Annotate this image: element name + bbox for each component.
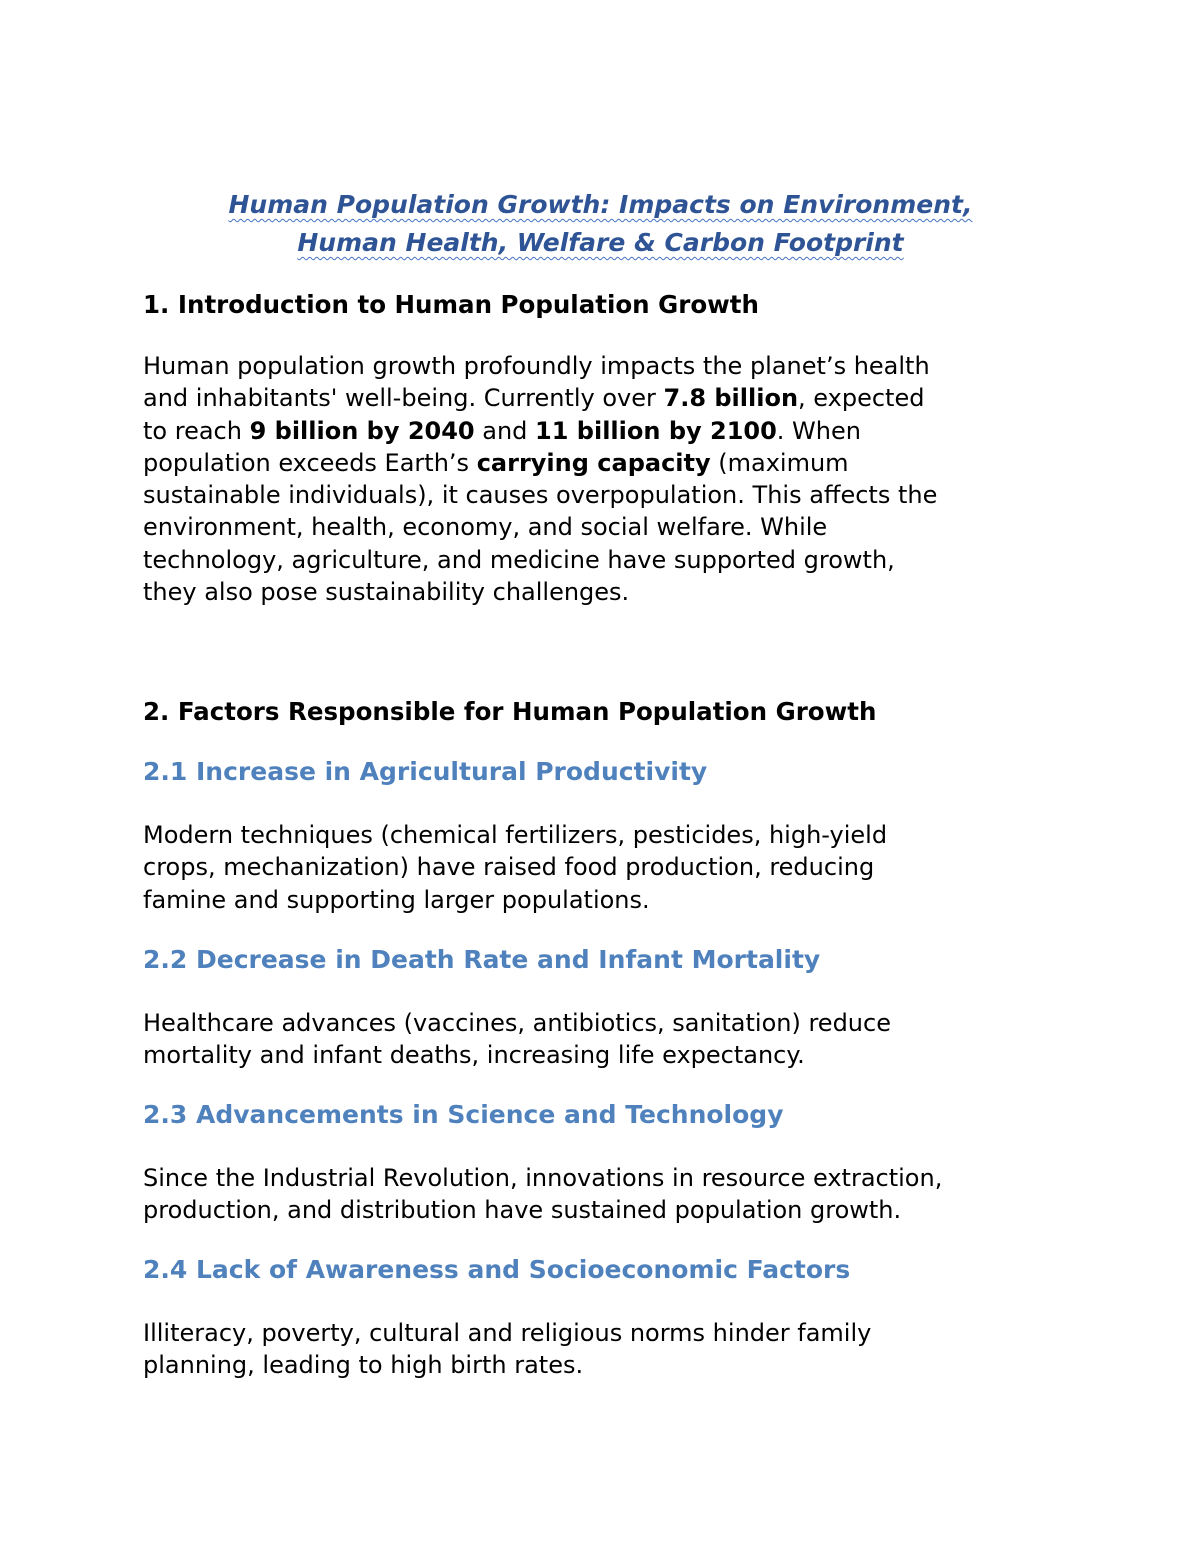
text-run: population exceeds Earth’s: [143, 448, 477, 477]
paragraph-line: Illiteracy, poverty, cultural and religious norms hinder family: [143, 1319, 872, 1347]
bold-run: 9 billion by 2040: [249, 416, 475, 445]
paragraph-line: famine and supporting larger populations.: [143, 885, 650, 914]
text-run: , expected: [798, 384, 925, 413]
text-run: technology, agriculture, and medicine have supported growth,: [143, 545, 895, 574]
text-run: to reach: [143, 416, 250, 445]
document-title-line-1: Human Population Growth: Impacts on Environment,: [228, 190, 973, 219]
subsection-2-2-heading: 2.2 Decrease in Death Rate and Infant Mortality: [143, 945, 821, 974]
text-run: environment, health, economy, and social welfare. While: [143, 513, 828, 542]
paragraph-line: planning, leading to high birth rates.: [143, 1351, 584, 1380]
paragraph-line: Healthcare advances (vaccines, antibiotics, sanitation) reduce: [143, 1009, 891, 1037]
section-1-paragraph: [143, 350, 1083, 608]
text-run: . When: [776, 416, 861, 445]
paragraph-line: [143, 382, 1083, 414]
paragraph-line: Modern techniques (chemical fertilizers, pesticides, high-yield: [143, 821, 888, 849]
bold-run: 7.8 billion: [663, 384, 799, 413]
paragraph-line: mortality and infant deaths, increasing life expectancy.: [143, 1041, 805, 1070]
paragraph-line: [143, 479, 1083, 511]
paragraph-line: [143, 544, 1083, 576]
paragraph-line: [143, 447, 1083, 479]
text-run: sustainable individuals), it causes overpopulation. This affects the: [143, 481, 938, 510]
paragraph-line: production, and distribution have sustained population growth.: [143, 1196, 902, 1225]
text-run: and: [474, 416, 536, 445]
subsection-2-2-paragraph: [143, 1007, 1083, 1072]
text-run: and inhabitants' well-being. Currently over: [143, 384, 664, 413]
subsection-2-4-heading: 2.4 Lack of Awareness and Socioeconomic Factors: [143, 1255, 851, 1284]
text-run: Human population growth profoundly impacts the planet’s health: [143, 352, 930, 380]
paragraph-line: [143, 415, 1083, 447]
subsection-2-4-paragraph: [143, 1317, 1083, 1382]
paragraph-line: crops, mechanization) have raised food production, reducing: [143, 853, 875, 882]
section-2-heading: 2. Factors Responsible for Human Population Growth: [143, 697, 877, 726]
paragraph-line: [143, 511, 1083, 543]
bold-run: 11 billion by 2100: [535, 416, 777, 445]
document-title: [143, 186, 1058, 262]
section-1-heading: 1. Introduction to Human Population Growth: [143, 290, 759, 319]
text-run: (maximum: [710, 448, 849, 477]
subsection-2-3-heading: 2.3 Advancements in Science and Technology: [143, 1100, 784, 1129]
bold-run: carrying capacity: [476, 448, 711, 477]
paragraph-line: [143, 350, 1083, 382]
document-title-line-2: Human Health, Welfare & Carbon Footprint: [297, 228, 904, 257]
text-run: they also pose sustainability challenges.: [143, 578, 630, 607]
paragraph-line: [143, 576, 1083, 608]
subsection-2-3-paragraph: [143, 1162, 1083, 1227]
subsection-2-1-paragraph: [143, 819, 1083, 916]
subsection-2-1-heading: 2.1 Increase in Agricultural Productivity: [143, 757, 708, 786]
paragraph-line: Since the Industrial Revolution, innovations in resource extraction,: [143, 1164, 943, 1192]
